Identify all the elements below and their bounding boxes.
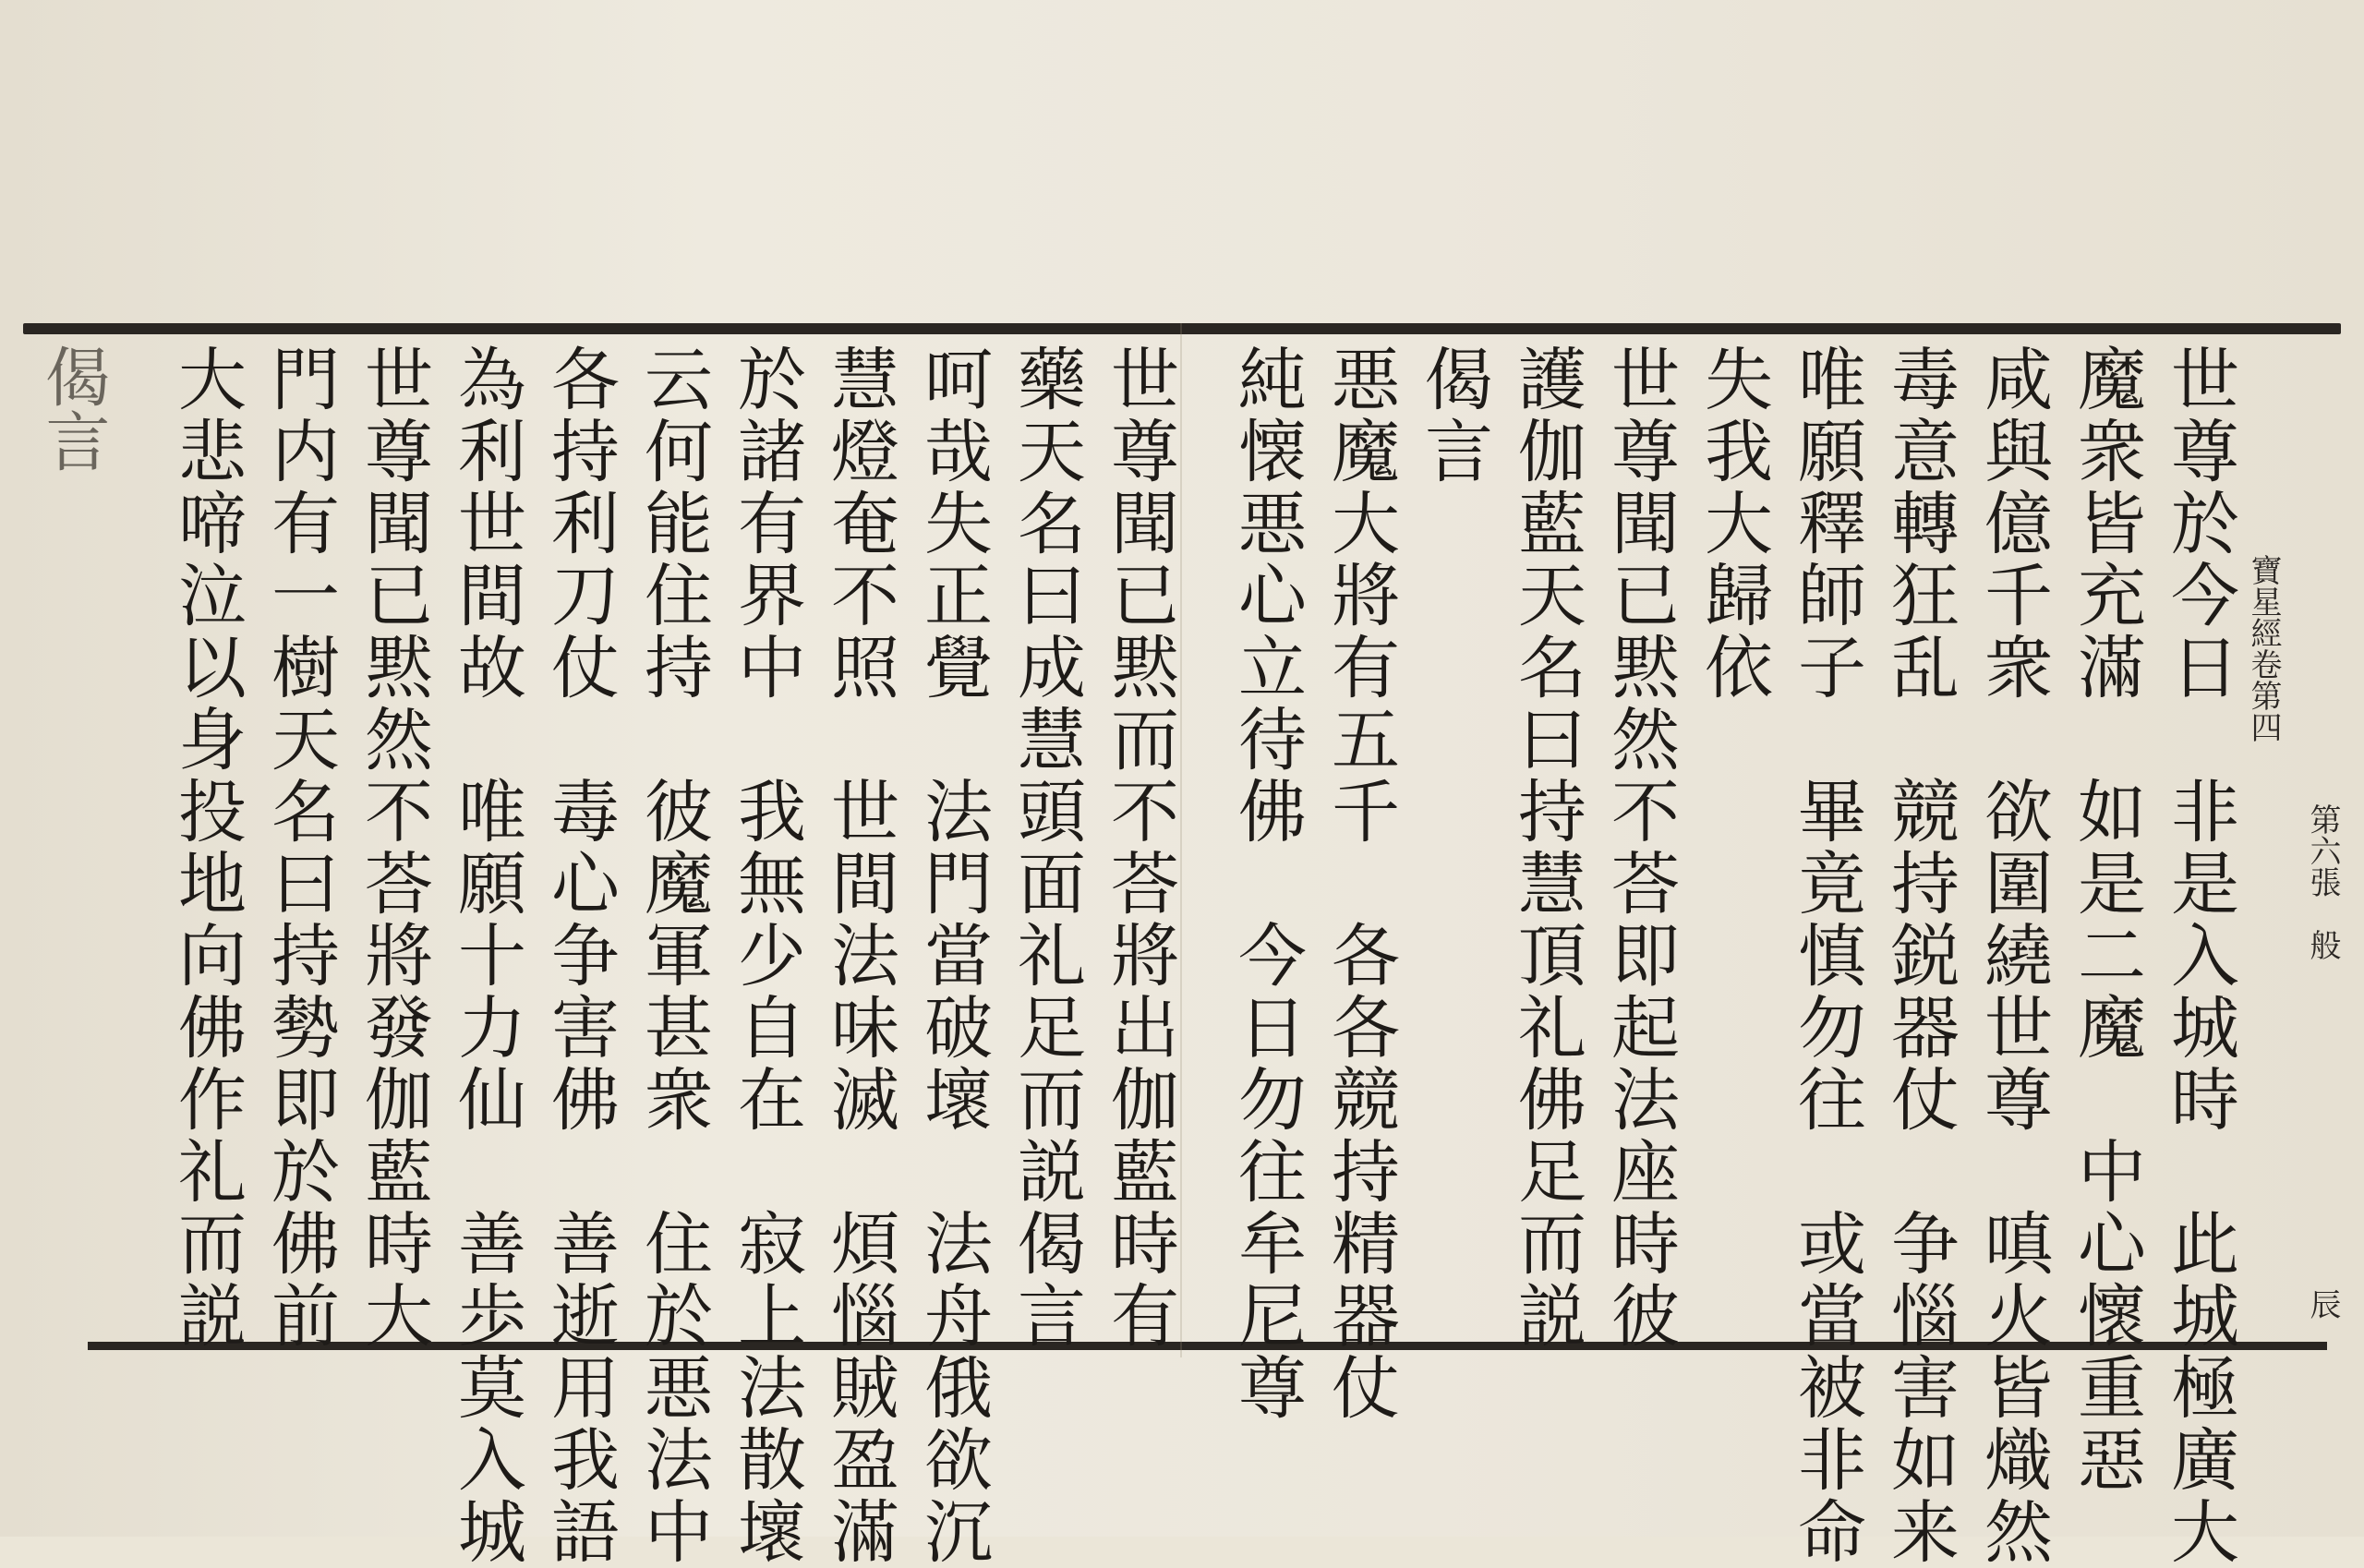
- text-column-3: 咸與億千衆 欲圍繞世尊 嗔火皆熾然: [1973, 344, 2053, 1568]
- text-column-1: 世尊於今日 非是入城時 此城極廣大: [2160, 344, 2239, 1568]
- text-column-6: 失我大歸依: [1694, 344, 1773, 704]
- top-frame-line: [23, 323, 2341, 334]
- text-column-20: 世尊聞已黙然不荅將發伽藍時大: [354, 344, 433, 1352]
- text-column-13: 藥天名曰成慧頭面礼足而説偈言: [1007, 344, 1086, 1352]
- text-column-10: 悪魔大將有五千 各各競持精器仗: [1321, 344, 1400, 1424]
- left-margin-verse-label: 偈言: [35, 344, 111, 473]
- text-column-18: 各持利刀仗 毒心争害佛 善逝用我語: [540, 344, 620, 1568]
- text-column-5: 唯願釋師子 畢竟慎勿往 或當被非命: [1787, 344, 1866, 1568]
- text-column-9: 偈言: [1414, 344, 1493, 488]
- text-column-8: 護伽藍天名曰持慧頂礼佛足而説: [1507, 344, 1586, 1352]
- text-column-4: 毒意轉狂乱 競持鋭器仗 争惱害如来: [1880, 344, 1960, 1568]
- text-column-7: 世尊聞已黙然不荅即起法座時彼: [1600, 344, 1680, 1352]
- text-column-17: 云何能住持 彼魔軍甚衆 住於悪法中: [633, 344, 713, 1568]
- margin-cycle: 辰: [2304, 1288, 2341, 1320]
- text-column-19: 為利世間故 唯願十力仙 善歩莫入城: [447, 344, 526, 1568]
- margin-title: 寶星經卷第四: [2245, 554, 2282, 742]
- text-column-21: 門内有一樹天名曰持勢即於佛前: [260, 344, 340, 1352]
- text-column-2: 魔衆皆充滿 如是二魔 中心懷重惡: [2067, 344, 2146, 1496]
- text-column-16: 於諸有界中 我無少自在 寂上法散壞: [727, 344, 806, 1568]
- text-column-11: 純懐悪心立待佛 今日勿往牟尼尊: [1227, 344, 1307, 1424]
- text-column-15: 慧燈奄不照 世間法味滅 煩惱賊盈滿: [820, 344, 899, 1568]
- margin-folio: 第六張 般: [2304, 803, 2341, 960]
- text-column-12: 世尊聞已黙而不荅將出伽藍時有: [1100, 344, 1179, 1352]
- text-column-14: 呵哉失正覺 法門當破壞 法舟俄欲沉: [913, 344, 993, 1568]
- text-column-22: 大悲啼泣以身投地向佛作礼而説: [167, 344, 247, 1352]
